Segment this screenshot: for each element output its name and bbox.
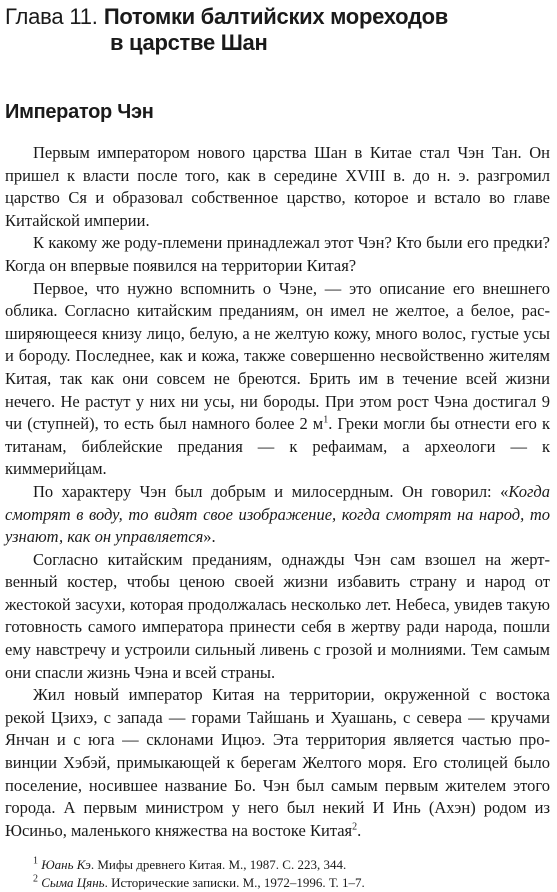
section-title: Император Чэн — [5, 101, 154, 123]
paragraph-5: Согласно китайским преданиям, однажды Чэн сам взошел на жертвенный костер, чтобы ценою своей жизни избавить страну и народ от жестокой засухи, которая продолжалась несколько лет. Небеса, увидев такую готовность самого императора принести себя в жертву ради народа, пошли ему навстречу и устроили сильный ливень с грозой и молниями. Тем самым они спасли жизнь Чэна и всей страны. — [5, 549, 550, 682]
chapter-label: Глава 11. — [5, 4, 98, 29]
paragraph-4 — [5, 481, 550, 549]
footnote-author: Юань Кэ — [41, 857, 91, 873]
chapter-title-line-1: Потомки балтийских мореходов — [103, 4, 448, 29]
footnote-ref-1: 1 — [323, 414, 329, 426]
footnote-author: Сыма Цянь — [41, 875, 105, 891]
paragraph-4-end: ». — [203, 527, 216, 547]
paragraph-6-tail: . — [357, 820, 362, 840]
paragraph-2: К какому же роду-племени принадлежал этот Чэн? Кто были его предки? Когда он впервые появился на территории Китая? — [5, 233, 550, 275]
paragraph-3 — [5, 278, 550, 481]
chapter-title-line-2: в царстве Шан — [110, 30, 268, 55]
paragraph-3-text: Первое, что нужно вспомнить о Чэне, — это описание его внешнего облика. Согласно китайским преданиям, он имел не желтое, а белое, расширяющееся книзу лицо, белую, а не желтую кожу, много волос, густые усы и бороду. Последнее, как и кожа, также совершенно несвойственно жителям Китая, так как они совсем не бреются. Брить им в течение всей жизни нечего. Не растут у них ни усы, ни бороды. При этом рост Чэна достигал 9 чи (ступней), то есть был намного более 2 м — [5, 278, 550, 434]
chapter-heading — [5, 0, 550, 56]
footnote-2 — [33, 874, 550, 892]
footnote-text: . Исторические записки. М., 1972–1996. Т. 1–7. — [104, 875, 365, 891]
footnote-ref-2: 2 — [352, 821, 358, 833]
footnote-number: 1 — [33, 856, 38, 868]
footnote-1 — [33, 856, 550, 874]
footnotes — [5, 856, 550, 892]
footnote-text: . Мифы древнего Китая. М., 1987. С. 223, 344. — [90, 857, 347, 873]
footnote-number: 2 — [33, 874, 38, 886]
paragraph-1: Первым императором нового царства Шан в Китае стал Чэн Тан. Он пришел к власти после того, как в середине XVIII в. до н. э. разгромил царство Ся и образовал собственное царство, которое и встало во главе Китайской империи. — [5, 143, 550, 230]
paragraph-4-lead: По характеру Чэн был добрым и милосердным. Он говорил: « — [33, 481, 509, 501]
paragraph-6 — [5, 684, 550, 842]
paragraph-6-text: Жил новый император Китая на территории, окруженной с востока рекой Цзихэ, с запада — горами Тайшань и Хуашань, с севера — кручами Янчан и с юга — склонами Ицюэ. Эта территория является частью провинции Хэбэй, примыкающей к берегам Желтого моря. Его столицей было поселение, носившее название Бо. Чэн был самым первым жителем этого города. А первым министром у него был некий И Инь (Ахэн) родом из Юсиньо, маленького княжества на востоке Китая — [5, 685, 550, 840]
paragraph-4-quote: Когда смотрят в воду, то видят свое изображение, когда смотрят на народ, то узнают, как он управляется — [5, 481, 550, 547]
paragraph-3-tail: . Греки могли бы отнести его к титанам, библейские предания — к рефаимам, а археологи — к киммерийцам. — [5, 414, 550, 479]
